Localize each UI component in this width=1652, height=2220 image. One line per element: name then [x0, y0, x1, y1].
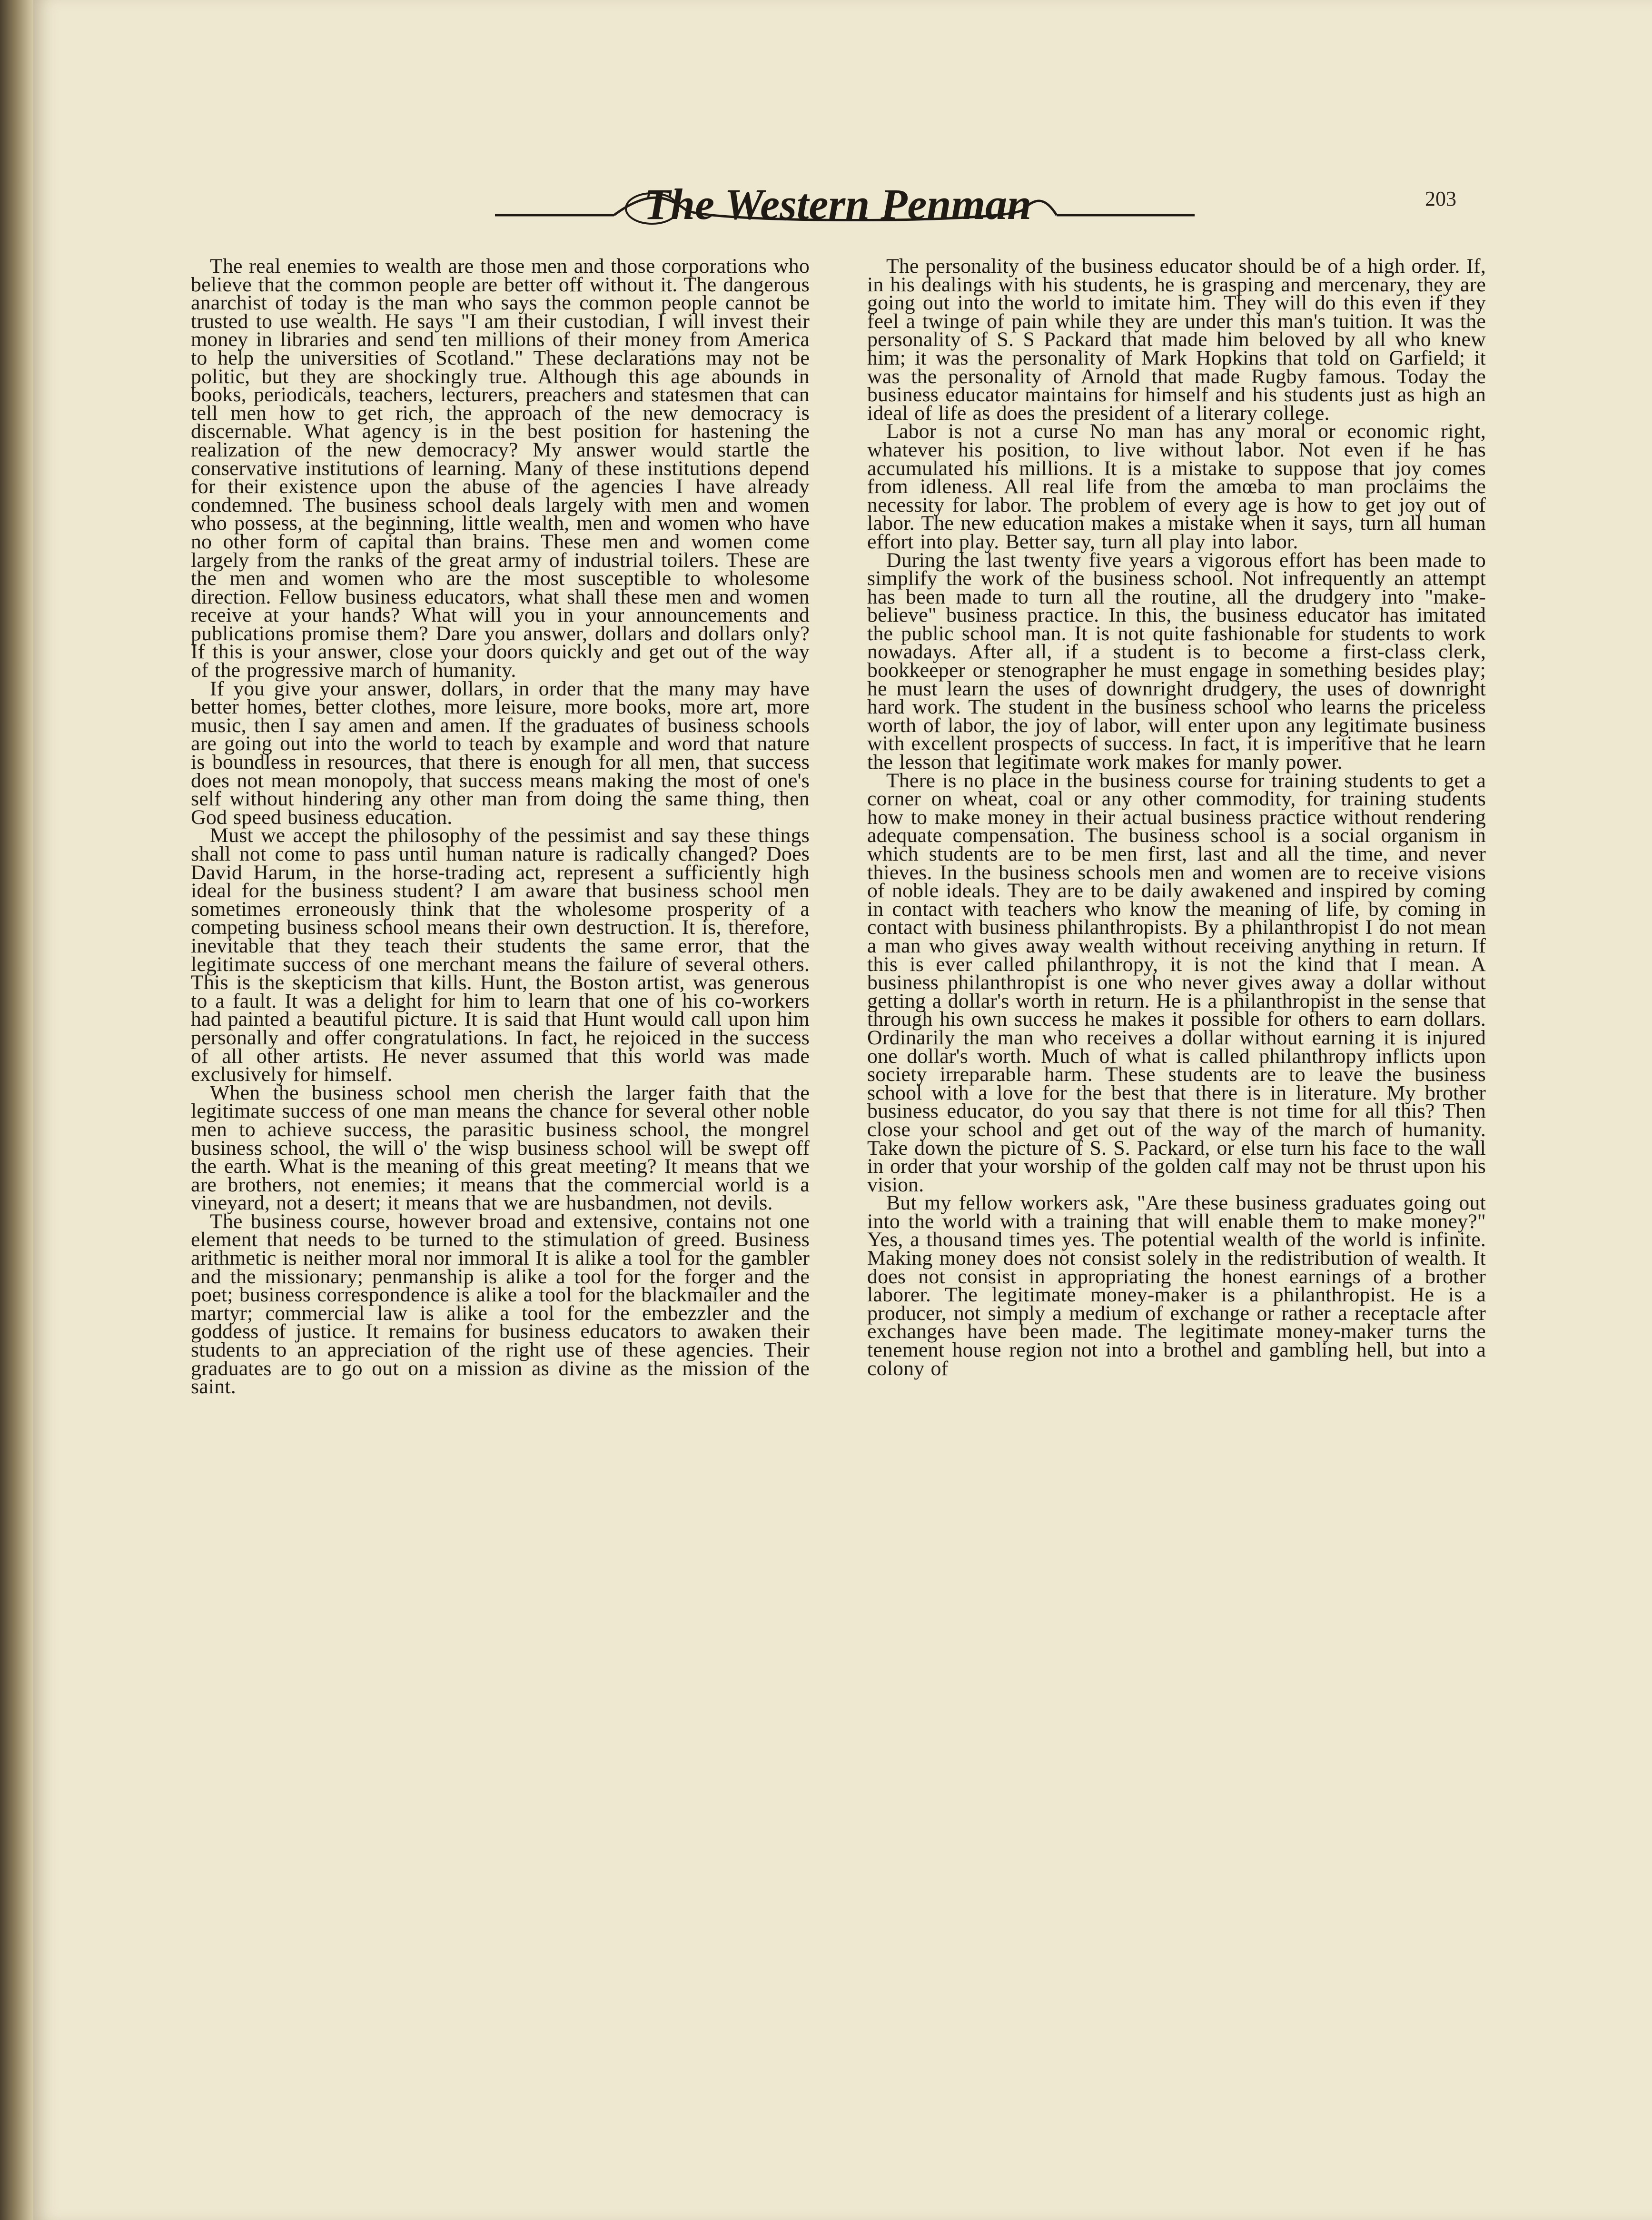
- page-number: 203: [1425, 187, 1456, 210]
- book-binding-edge: [0, 0, 33, 2220]
- paragraph: When the business school men cherish the larger faith that the legitimate success of one man means the chance for several other noble men to achieve success, the parasitic business school, the mongrel business school, the will o' the wisp business school will be swept off the earth. What is the meaning of this great meeting? It means that we are brothers, not enemies; it means that the commercial world is a vineyard, not a desert; it means that we are husbandmen, not devils.: [191, 1081, 810, 1215]
- masthead-title: The Western Penman: [643, 181, 1032, 228]
- paragraph: The real enemies to wealth are those men and those corporations who believe that the common people are better off without it. The dangerous anarchist of today is the man who says the common people cannot be trusted to use wealth. He says "I am their custodian, I will invest their money in libraries and send ten millions of their money from America to help the universities of Scotland." These declarations may not be politic, but they are shockingly true. Although this age abounds in books, periodicals, teachers, lecturers, preachers and statesmen that can tell men how to get rich, the approach of the new democracy is discernable. What agency is in the best position for hastening the realization of the new democracy? My answer would startle the conservative institutions of learning. Many of these institutions depend for their existence upon the abuse of the agencies I have already condemned. The business school deals largely with men and women who possess, at the beginning, little wealth, men and women who have no other form of capital than brains. These men and women come largely from the ranks of the great army of industrial toilers. These are the men and women who are the most susceptible to wholesome direction. Fellow business educators, what shall these men and women receive at your hands? What will you in your announcements and publications promise them? Dare you answer, dollars and dollars only? If this is your answer, close your doors quickly and get out of the way of the progressive march of humanity.: [191, 255, 810, 682]
- masthead: [495, 181, 1195, 233]
- magazine-page: [33, 0, 1652, 2220]
- paragraph: The business course, however broad and extensive, contains not one element that needs to be turned to the stimulation of greed. Business arithmetic is neither moral nor immoral It is alike a tool for the gambler and the missionary; penmanship is alike a tool for the forger and the poet; business correspondence is alike a tool for the blackmailer and the martyr; commercial law is alike a tool for the embezzler and the goddess of justice. It remains for business educators to awaken their students to an appreciation of the right use of these agencies. Their graduates are to go out on a mission as divine as the mission of the saint.: [191, 1209, 810, 1398]
- paragraph: There is no place in the business course for training students to get a corner on wheat, coal or any other commodity, for training students how to make money in their actual business practice without rendering adequate compensation. The business school is a social organism in which students are to be men first, last and all the time, and never thieves. In the business schools men and women are to receive visions of noble ideals. They are to be daily awakened and inspired by coming in contact with teachers who know the meaning of life, by coming in contact with business philanthropists. By a philanthropist I do not mean a man who gives away wealth without receiving anything in return. If this is ever called philanthropy, it is not the kind that I mean. A business philanthropist is one who never gives away a dollar without getting a dollar's worth in return. He is a philanthropist in the sense that through his own success he makes it possible for others to earn dollars. Ordinarily the man who receives a dollar without earning it is injured one dollar's worth. Much of what is called philanthropy inflicts upon society irreparable harm. These students are to leave the business school with a love for the best that there is in literature. My brother business educator, do you say that there is not time for all this? Then close your school and get out of the way of the march of humanity. Take down the picture of S. S. Packard, or else turn his face to the wall in order that your worship of the golden calf may not be thrust upon his vision.: [867, 769, 1486, 1196]
- masthead-logo: [495, 181, 1195, 233]
- left-column: [191, 257, 810, 1396]
- paragraph: The personality of the business educator should be of a high order. If, in his dealings with his students, he is grasping and mercenary, they are going out into the world to imitate him. They will do this even if they feel a twinge of pain while they are under this man's tuition. It was the personality of S. S Packard that made him beloved by all who knew him; it was the personality of Mark Hopkins that told on Garfield; it was the personality of Arnold that made Rugby famous. Today the business educator maintains for himself and his students just as high an ideal of life as does the president of a literary college.: [867, 255, 1486, 425]
- paragraph: But my fellow workers ask, "Are these business graduates going out into the world with a training that will enable them to make money?" Yes, a thousand times yes. The potential wealth of the world is infinite. Making money does not consist solely in the redistribution of wealth. It does not consist in appropriating the honest earnings of a brother laborer. The legitimate money-maker is a philanthropist. He is a producer, not simply a medium of exchange or rather a receptacle after exchanges have been made. The legitimate money-maker turns the tenement house region not into a brothel and gambling hell, but into a colony of: [867, 1191, 1486, 1380]
- paragraph: Labor is not a curse No man has any moral or economic right, whatever his position, to live without labor. Not even if he has accumulated his millions. It is a mistake to suppose that joy comes from idleness. All real life from the amœba to man proclaims the necessity for labor. The problem of every age is how to get joy out of labor. The new education makes a mistake when it says, turn all human effort into play. Better say, turn all play into labor.: [867, 420, 1486, 553]
- paragraph: During the last twenty five years a vigorous effort has been made to simplify the work of the business school. Not infrequently an attempt has been made to turn all the routine, all the drudgery into "make-believe" business practice. In this, the business educator has imitated the public school man. It is not quite fashionable for students to work nowadays. After all, if a student is to become a first-class clerk, bookkeeper or stenographer he must engage in something besides play; he must learn the uses of downright drudgery, the uses of downright hard work. The student in the business school who learns the priceless worth of labor, the joy of labor, will enter upon any legitimate business with excellent prospects of success. In fact, it is imperitive that he learn the lesson that legitimate work makes for manly power.: [867, 548, 1486, 774]
- paragraph: If you give your answer, dollars, in order that the many may have better homes, better clothes, more leisure, more books, more art, more music, then I say amen and amen. If the graduates of business schools are going out into the world to teach by example and word that nature is boundless in resources, that there is enough for all men, that success does not mean monopoly, that success means making the most of one's self without hindering any other man from doing the same thing, then God speed business education.: [191, 677, 810, 829]
- right-column: [867, 257, 1486, 1378]
- paragraph: Must we accept the philosophy of the pessimist and say these things shall not come to pass until human nature is radically changed? Does David Harum, in the horse-trading act, represent a sufficiently high ideal for the business student? I am aware that business school men sometimes erroneously think that the wholesome prosperity of a competing business school means their own destruction. It is, therefore, inevitable that they teach their students the same error, that the legitimate success of one merchant means the failure of several others. This is the skepticism that kills. Hunt, the Boston artist, was generous to a fault. It was a delight for him to learn that one of his co-workers had painted a beautiful picture. It is said that Hunt would call upon him personally and offer congratulations. In fact, he rejoiced in the success of all other artists. He never assumed that this world was made exclusively for himself.: [191, 824, 810, 1086]
